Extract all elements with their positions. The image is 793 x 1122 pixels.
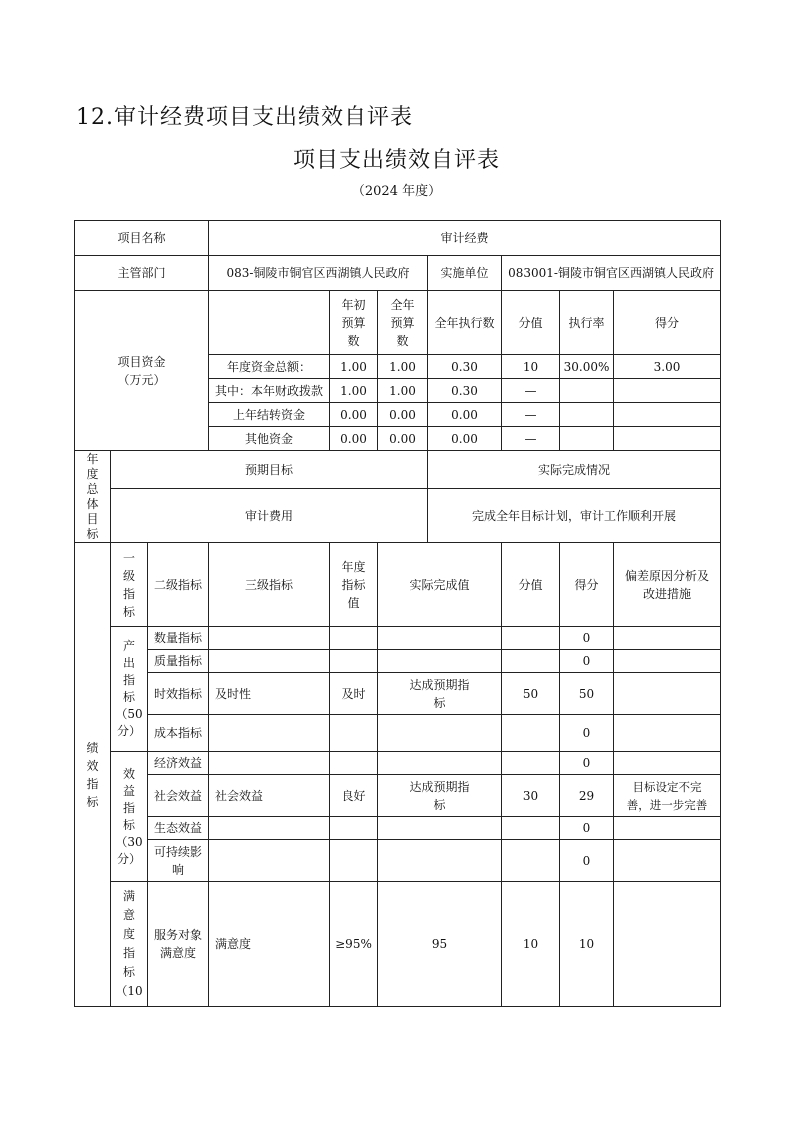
score-cell: 0 — [560, 650, 614, 673]
analysis-cell — [614, 752, 721, 775]
actual-cell — [378, 817, 502, 840]
table-row — [75, 882, 721, 1007]
performance-label: 绩 效 指 标 — [75, 543, 111, 1007]
actual-cell — [378, 752, 502, 775]
level2-cell: 社会效益 — [148, 775, 209, 817]
actual-cell — [378, 715, 502, 752]
funds-label-line1: 项目资金 — [117, 354, 166, 369]
analysis-cell — [614, 882, 721, 1007]
actual-cell — [378, 650, 502, 673]
analysis-cell — [614, 817, 721, 840]
table-row — [75, 817, 721, 840]
expected-goal: 审计费用 — [111, 489, 428, 543]
funds-score — [614, 427, 721, 451]
value-cell: 50 — [502, 673, 560, 715]
annual-value-header: 年度 指标 值 — [330, 543, 378, 627]
funds-label-line2: （万元） — [117, 372, 166, 387]
section-heading: 12.审计经费项目支出绩效自评表 — [76, 105, 413, 130]
funds-label — [75, 291, 209, 451]
level3-cell — [209, 627, 330, 650]
funds-full: 1.00 — [378, 355, 428, 379]
analysis-header: 偏差原因分析及 改进措施 — [614, 543, 721, 627]
score-cell: 50 — [560, 673, 614, 715]
level3-header: 三级指标 — [209, 543, 330, 627]
actual-cell — [378, 627, 502, 650]
level2-cell: 经济效益 — [148, 752, 209, 775]
level3-cell — [209, 817, 330, 840]
value-cell: 30 — [502, 775, 560, 817]
annual-cell — [330, 627, 378, 650]
funds-rate — [560, 379, 614, 403]
project-name-value: 审计经费 — [209, 221, 721, 256]
funds-initial: 1.00 — [330, 355, 378, 379]
value-cell — [502, 752, 560, 775]
initial-budget-header: 年初 预算 数 — [330, 291, 378, 355]
output-group-label: 产 出 指 标 （50 分） — [111, 627, 148, 752]
funds-value: — — [502, 403, 560, 427]
self-evaluation-table — [74, 220, 721, 1007]
value-cell — [502, 627, 560, 650]
funds-row-label: 年度资金总额： — [209, 355, 330, 379]
value-cell — [502, 715, 560, 752]
table-row — [75, 775, 721, 817]
analysis-cell — [614, 673, 721, 715]
funds-rate — [560, 403, 614, 427]
satisfaction-group-label: 满 意 度 指 标 （10 — [111, 882, 148, 1007]
score-cell: 0 — [560, 817, 614, 840]
table-row — [75, 752, 721, 775]
funds-executed: 0.00 — [428, 427, 502, 451]
funds-full: 1.00 — [378, 379, 428, 403]
annual-cell — [330, 752, 378, 775]
funds-rate: 30.00% — [560, 355, 614, 379]
funds-score: 3.00 — [614, 355, 721, 379]
form-year: （2024 年度） — [351, 184, 442, 199]
level3-cell: 满意度 — [209, 882, 330, 1007]
level2-cell: 可持续影 响 — [148, 840, 209, 882]
funds-executed: 0.30 — [428, 355, 502, 379]
funds-value: 10 — [502, 355, 560, 379]
actual-value-header: 实际完成值 — [378, 543, 502, 627]
analysis-cell — [614, 840, 721, 882]
level1-header: 一 级 指 标 — [111, 543, 148, 627]
expected-goal-header: 预期目标 — [111, 451, 428, 489]
goals-label: 年 度 总 体 目 标 — [75, 451, 111, 543]
score-header: 得分 — [614, 291, 721, 355]
funds-full: 0.00 — [378, 427, 428, 451]
form-title: 项目支出绩效自评表 — [292, 148, 500, 173]
annual-cell: 良好 — [330, 775, 378, 817]
value-cell: 10 — [502, 882, 560, 1007]
funds-initial: 1.00 — [330, 379, 378, 403]
funds-executed: 0.00 — [428, 403, 502, 427]
annual-cell — [330, 840, 378, 882]
benefit-group-label: 效 益 指 标 （30 分） — [111, 752, 148, 882]
executed-header: 全年执行数 — [428, 291, 502, 355]
funds-rate — [560, 427, 614, 451]
level2-cell: 成本指标 — [148, 715, 209, 752]
value-cell — [502, 817, 560, 840]
score-cell: 0 — [560, 840, 614, 882]
funds-initial: 0.00 — [330, 403, 378, 427]
funds-header-blank — [209, 291, 330, 355]
perf-value-header: 分值 — [502, 543, 560, 627]
analysis-cell — [614, 650, 721, 673]
score-cell: 0 — [560, 752, 614, 775]
score-cell: 0 — [560, 627, 614, 650]
dept-label: 主管部门 — [75, 256, 209, 291]
full-budget-header: 全年 预算 数 — [378, 291, 428, 355]
perf-score-header: 得分 — [560, 543, 614, 627]
annual-cell — [330, 817, 378, 840]
level2-cell: 数量指标 — [148, 627, 209, 650]
impl-label: 实施单位 — [428, 256, 502, 291]
analysis-cell — [614, 715, 721, 752]
impl-value: 083001-铜陵市铜官区西湖镇人民政府 — [502, 256, 721, 291]
level2-cell: 质量指标 — [148, 650, 209, 673]
funds-score — [614, 403, 721, 427]
score-cell: 29 — [560, 775, 614, 817]
funds-value: — — [502, 427, 560, 451]
level3-cell — [209, 840, 330, 882]
funds-executed: 0.30 — [428, 379, 502, 403]
funds-full: 0.00 — [378, 403, 428, 427]
level2-header: 二级指标 — [148, 543, 209, 627]
level2-cell: 时效指标 — [148, 673, 209, 715]
value-cell — [502, 840, 560, 882]
table-row — [75, 715, 721, 752]
dept-value: 083-铜陵市铜官区西湖镇人民政府 — [209, 256, 428, 291]
funds-value: — — [502, 379, 560, 403]
funds-row-label: 上年结转资金 — [209, 403, 330, 427]
actual-cell — [378, 840, 502, 882]
annual-cell — [330, 715, 378, 752]
level2-cell: 生态效益 — [148, 817, 209, 840]
actual-cell: 达成预期指 标 — [378, 775, 502, 817]
table-row — [75, 673, 721, 715]
funds-initial: 0.00 — [330, 427, 378, 451]
actual-cell: 达成预期指 标 — [378, 673, 502, 715]
table-row — [75, 650, 721, 673]
exec-rate-header: 执行率 — [560, 291, 614, 355]
annual-cell — [330, 650, 378, 673]
level3-cell: 及时性 — [209, 673, 330, 715]
score-value-header: 分值 — [502, 291, 560, 355]
level3-cell — [209, 752, 330, 775]
analysis-cell: 目标设定不完 善，进一步完善 — [614, 775, 721, 817]
table-row — [75, 840, 721, 882]
level2-cell: 服务对象 满意度 — [148, 882, 209, 1007]
actual-status: 完成全年目标计划，审计工作顺利开展 — [428, 489, 721, 543]
funds-row-label: 其中：本年财政拨款 — [209, 379, 330, 403]
funds-row-label: 其他资金 — [209, 427, 330, 451]
score-cell: 0 — [560, 715, 614, 752]
level3-cell: 社会效益 — [209, 775, 330, 817]
annual-cell: ≥95% — [330, 882, 378, 1007]
table-row — [75, 627, 721, 650]
level3-cell — [209, 715, 330, 752]
level3-cell — [209, 650, 330, 673]
project-name-label: 项目名称 — [75, 221, 209, 256]
actual-status-header: 实际完成情况 — [428, 451, 721, 489]
annual-cell: 及时 — [330, 673, 378, 715]
value-cell — [502, 650, 560, 673]
funds-score — [614, 379, 721, 403]
score-cell: 10 — [560, 882, 614, 1007]
actual-cell: 95 — [378, 882, 502, 1007]
analysis-cell — [614, 627, 721, 650]
